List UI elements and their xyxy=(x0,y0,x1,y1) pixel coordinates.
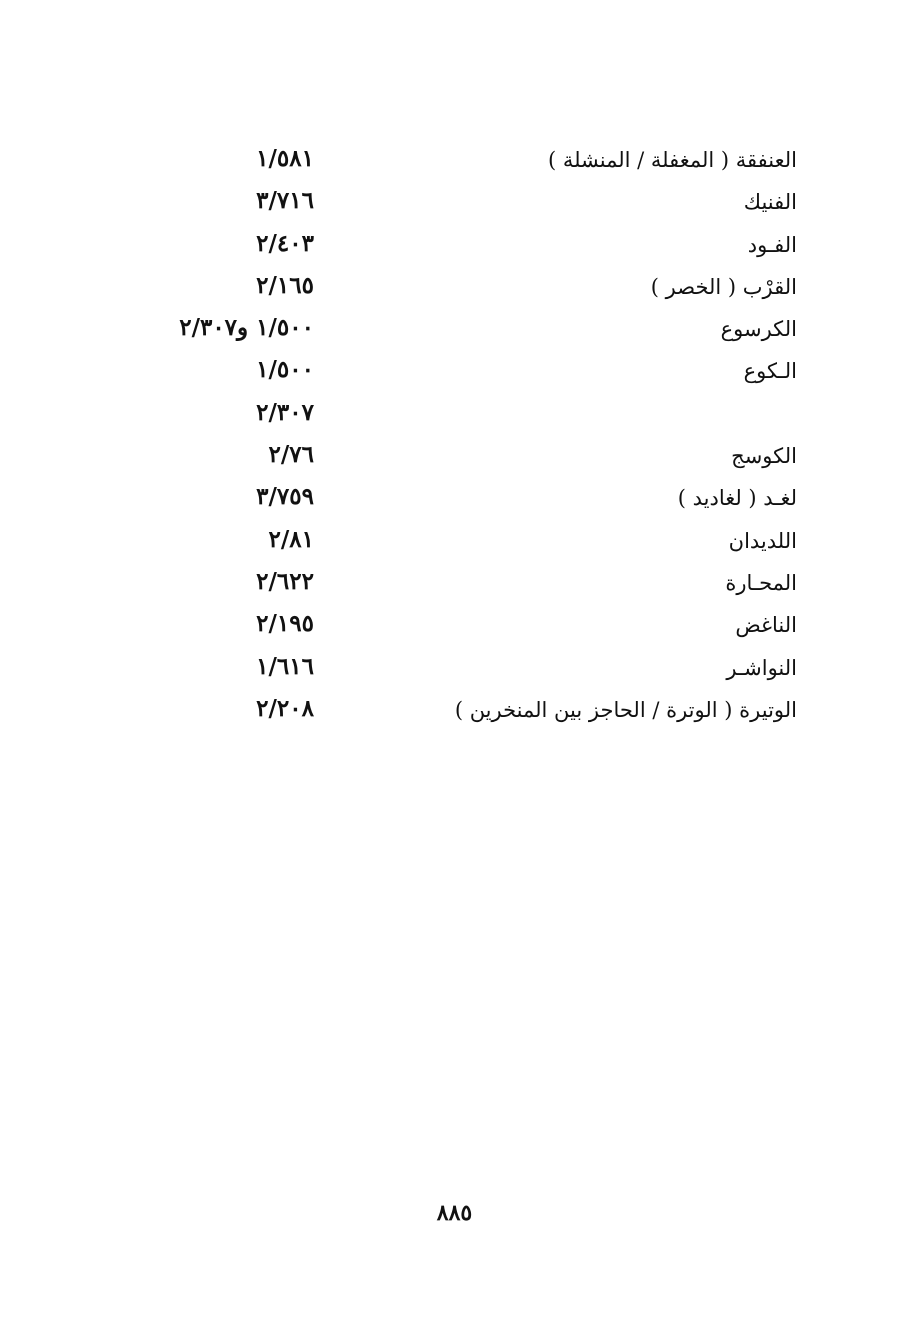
entry-term: الناغض xyxy=(735,613,797,638)
index-entry xyxy=(0,225,909,267)
entry-reference: ٢/٦٢٢ xyxy=(256,567,314,595)
entry-term: اللديدان xyxy=(728,528,797,553)
index-entry xyxy=(0,182,909,224)
entry-reference: ٢/٧٦ xyxy=(268,441,314,469)
entry-reference: ٢/١٦٥ xyxy=(256,271,314,299)
page-number: ٨٨٥ xyxy=(436,1200,473,1226)
entry-term: الفنيك xyxy=(743,190,797,215)
entry-reference: ١/٦١٦ xyxy=(256,652,314,680)
entry-reference: ٢/٤٠٣ xyxy=(256,229,314,257)
entry-term: القرْب ( الخصر ) xyxy=(650,274,797,299)
index-entry xyxy=(0,309,909,351)
entry-term: المحـارة xyxy=(725,570,797,595)
index-entry xyxy=(0,521,909,563)
index-entry xyxy=(0,267,909,309)
entry-reference: ٢/٨١ xyxy=(268,525,314,553)
entry-reference: ١/٥٠٠ xyxy=(256,356,314,384)
index-entry xyxy=(0,478,909,520)
index-entry xyxy=(0,563,909,605)
index-entry xyxy=(0,436,909,478)
entry-reference: ٢/٢٠٨ xyxy=(256,694,314,722)
entry-term: الفـود xyxy=(747,232,797,257)
entry-reference: ١/٥٨١ xyxy=(256,145,314,172)
entry-reference: ٢/٣٠٧ xyxy=(256,398,314,426)
entry-term: لغـد ( لغاديد ) xyxy=(677,486,797,511)
entry-reference: ٣/٧٥٩ xyxy=(256,483,314,511)
index-list xyxy=(0,140,909,732)
entry-reference: ٢/١٩٥ xyxy=(256,610,314,638)
entry-term: الـكوع xyxy=(743,359,797,384)
entry-term: الكرسوع xyxy=(720,317,797,342)
index-entry xyxy=(0,648,909,690)
entry-term: الكوسج xyxy=(731,444,797,469)
entry-reference: ١/٥٠٠ و٢/٣٠٧ xyxy=(179,314,314,342)
entry-term: العنفقة ( المغفلة / المنشلة ) xyxy=(547,148,797,172)
index-entry xyxy=(0,140,909,182)
index-entry xyxy=(0,351,909,393)
entry-term: الوتيرة ( الوترة / الحاجز بين المنخرين ) xyxy=(454,697,797,722)
index-entry xyxy=(0,605,909,647)
entry-term: النواشـر xyxy=(726,655,797,680)
entry-reference: ٣/٧١٦ xyxy=(256,187,314,215)
index-entry xyxy=(0,690,909,732)
index-entry xyxy=(0,394,909,436)
